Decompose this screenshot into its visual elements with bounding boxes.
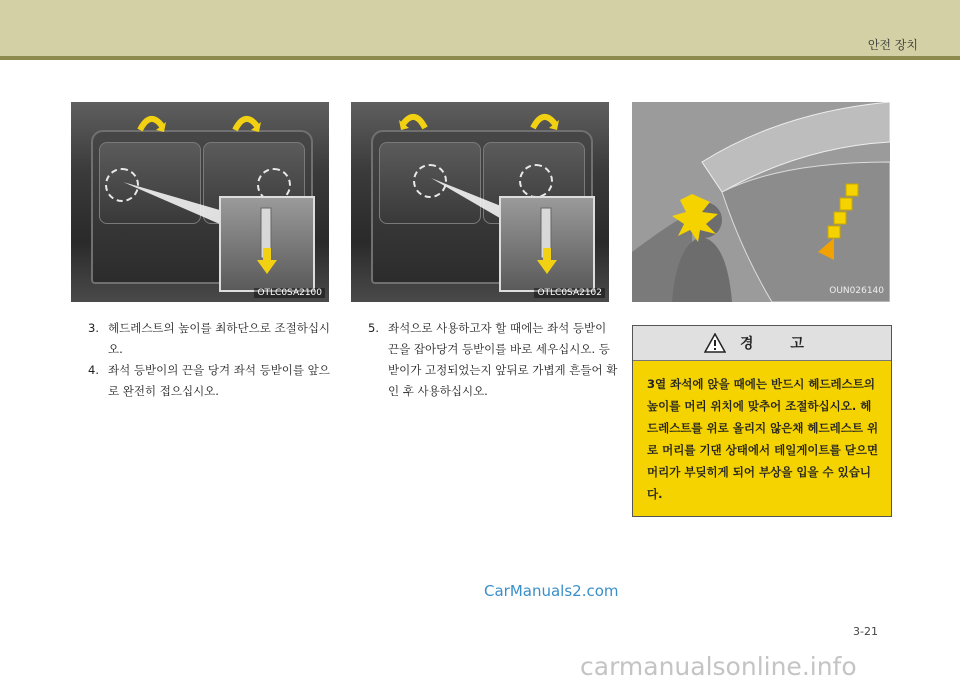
instruction-step xyxy=(88,318,338,360)
section-title: 안전 장치 xyxy=(867,38,918,52)
figure-code: OTLC0SA2102 xyxy=(534,288,605,298)
instruction-step xyxy=(88,360,338,402)
diagram-head-impact-tailgate xyxy=(632,102,890,302)
footer-watermark: carmanualsonline.info xyxy=(580,652,857,681)
head-impact-illustration xyxy=(632,102,890,302)
photo-cargo-seats-folded xyxy=(351,102,609,302)
strap-detail-inset xyxy=(219,196,315,292)
page-number: 3-21 xyxy=(853,625,878,638)
pull-strap-icon xyxy=(501,198,593,290)
watermark-link: CarManuals2.com xyxy=(484,582,619,600)
figure-code: OUN026140 xyxy=(829,286,884,296)
step-text: 좌석 등받이의 끈을 당겨 좌석 등받이를 앞으로 완전히 접으십시오. xyxy=(108,363,330,398)
warning-header xyxy=(633,326,891,361)
step-text: 헤드레스트의 높이를 최하단으로 조절하십시오. xyxy=(108,321,331,356)
instruction-list-middle xyxy=(368,318,618,402)
step-number: 4. xyxy=(88,363,99,377)
warning-title: 경 고 xyxy=(740,336,820,352)
curved-arrow-icon xyxy=(399,106,429,132)
curved-arrow-icon xyxy=(136,108,166,134)
warning-box xyxy=(632,325,892,517)
header-rule xyxy=(0,56,960,60)
strap-detail-inset xyxy=(499,196,595,292)
warning-text: 3열 좌석에 앉을 때에는 반드시 헤드레스트의 높이를 머리 위치에 맞추어 조절하십시오. 헤드레스트를 위로 올리지 않은채 헤드레스트 위로 머리를 기댄 상태에서 테일게이트를 닫으면 머리가 부딪히게 되어 부상을 입을 수 있습니다. xyxy=(647,377,879,501)
instruction-list-left xyxy=(88,318,338,402)
header-bar xyxy=(0,0,960,56)
curved-arrow-icon xyxy=(231,108,261,134)
step-number: 3. xyxy=(88,321,99,335)
step-text: 좌석으로 사용하고자 할 때에는 좌석 등받이 끈을 잡아당겨 등받이를 바로 세우십시오. 등받이가 고정되었는지 앞뒤로 가볍게 흔들어 확인 후 사용하십시오. xyxy=(388,321,618,398)
curved-arrow-icon xyxy=(529,106,559,132)
step-number: 5. xyxy=(368,321,379,335)
pull-strap-icon xyxy=(221,198,313,290)
warning-triangle-icon xyxy=(704,333,726,353)
figure-code: OTLC0SA2100 xyxy=(254,288,325,298)
photo-cargo-seats-headrest xyxy=(71,102,329,302)
instruction-step xyxy=(368,318,618,402)
